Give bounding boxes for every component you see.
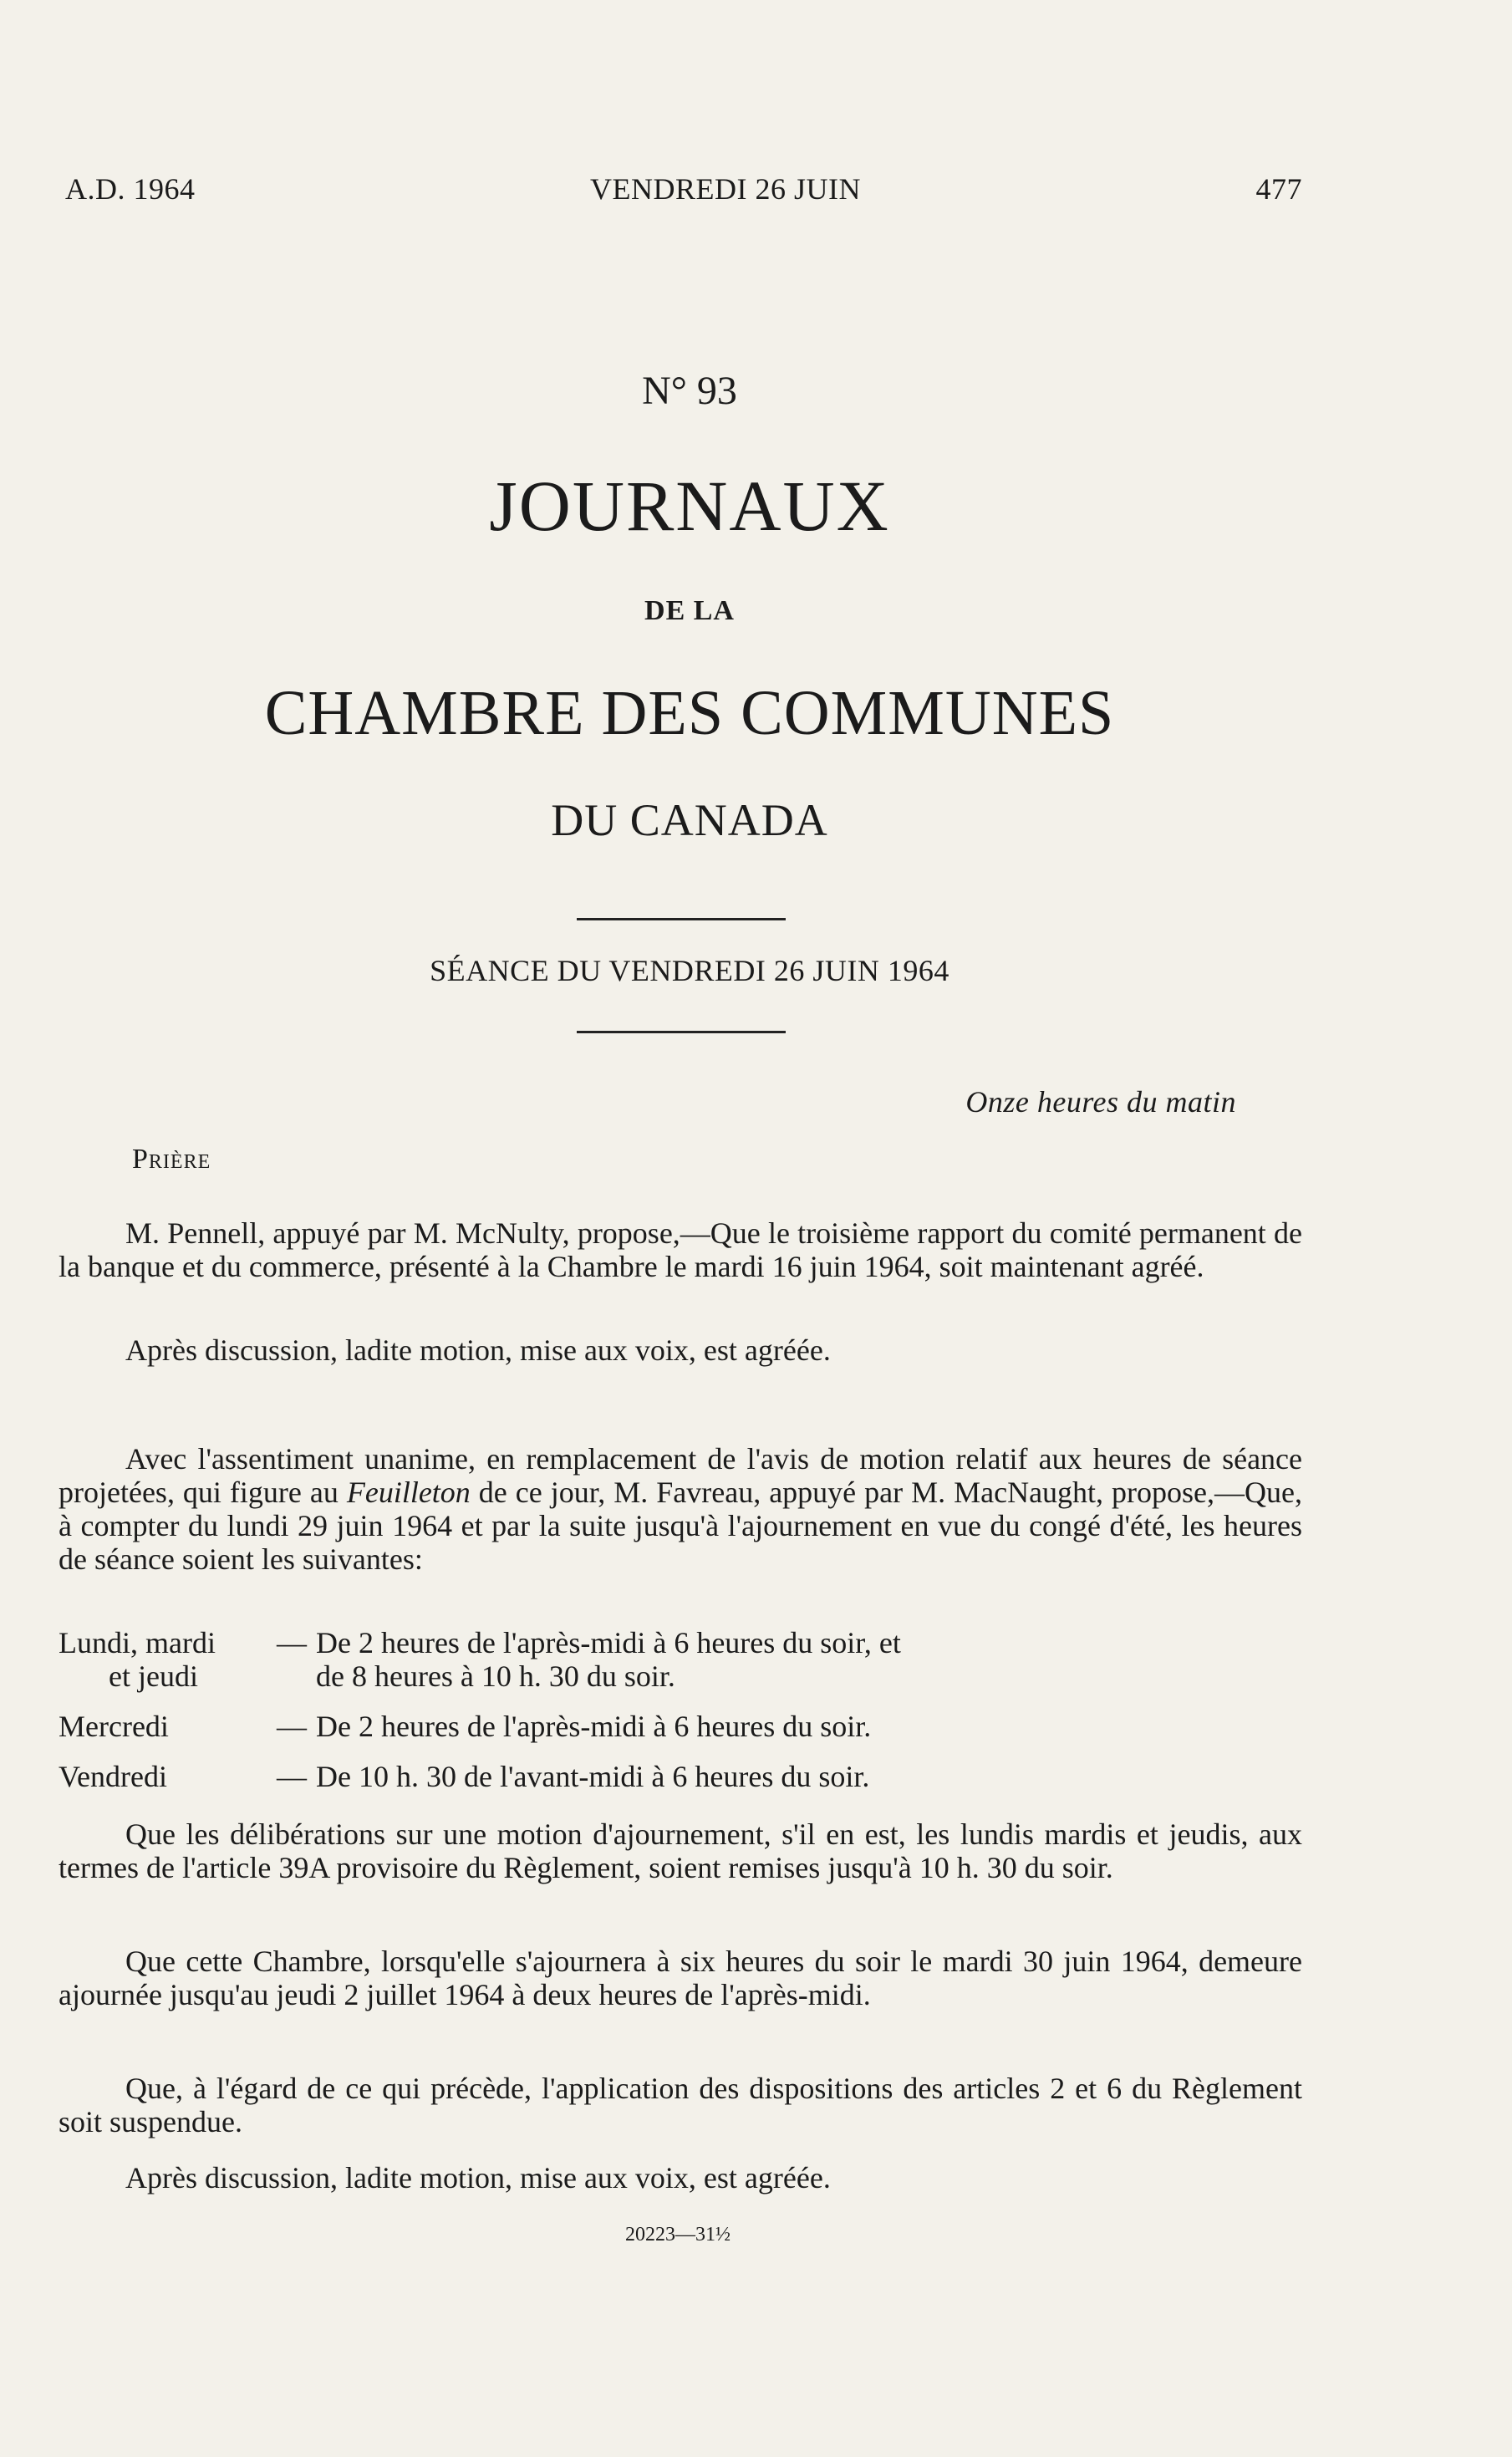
paragraph-text: Après discussion, ladite motion, mise aux voix, est agréée. <box>125 2161 831 2194</box>
paragraph-motion-report <box>59 1216 1302 1283</box>
schedule-days <box>59 1626 267 1693</box>
schedule-hours-line: de 8 heures à 10 h. 30 du soir. <box>316 1659 675 1693</box>
prayer-heading: Prière <box>132 1144 211 1175</box>
divider-bottom <box>577 1031 786 1033</box>
paragraph-suspension <box>59 2072 1302 2138</box>
schedule-day-line: Lundi, mardi <box>59 1626 216 1659</box>
divider-top <box>577 918 786 920</box>
schedule-dash: — <box>277 1626 307 1659</box>
schedule-hours: De 10 h. 30 de l'avant-midi à 6 heures du soir. <box>316 1760 870 1793</box>
schedule-row-wednesday <box>59 1710 1229 1743</box>
schedule-dash: — <box>277 1760 307 1793</box>
journal-title: JOURNAUX <box>489 466 890 546</box>
paragraph-text: Que cette Chambre, lorsqu'elle s'ajournera à six heures du soir le mardi 30 juin 1964, demeure ajournée jusqu'au jeudi 2 juillet 1964 à deux heures de l'après-midi. <box>59 1945 1302 2011</box>
header-date: VENDREDI 26 JUIN <box>590 172 861 206</box>
paragraph-sitting-hours-motion <box>59 1442 1302 1576</box>
paragraph-text: M. Pennell, appuyé par M. McNulty, propose,—Que le troisième rapport du comité permanent de la banque et du commerce, présenté à la Chambre le mardi 16 juin 1964, soit maintenant agréé. <box>59 1216 1302 1283</box>
issue-number: N° 93 <box>642 369 737 413</box>
country-title: DU CANADA <box>551 795 828 845</box>
title-connector: DE LA <box>644 595 735 626</box>
schedule-row-monday <box>59 1626 1229 1693</box>
schedule-row-friday <box>59 1760 1229 1793</box>
schedule-hours: De 2 heures de l'après-midi à 6 heures du soir. <box>316 1710 872 1743</box>
paragraph-adjournment-debates <box>59 1817 1302 1884</box>
header-year: A.D. 1964 <box>65 172 196 206</box>
schedule-day-line: et jeudi <box>109 1659 198 1693</box>
paragraph-text-before: Avec l'assentiment unanime, en remplacement de l'avis de motion relatif aux heures de séance projetées, qui figure au <box>59 1442 1302 1509</box>
schedule-hours-line: De 2 heures de l'après-midi à 6 heures du soir, et <box>316 1626 901 1659</box>
schedule-dash: — <box>277 1710 307 1743</box>
schedule-hours <box>316 1626 1229 1693</box>
schedule-days: Vendredi <box>59 1760 167 1793</box>
feuilleton-term: Feuilleton <box>346 1476 471 1509</box>
paragraph-text: Que les délibérations sur une motion d'ajournement, s'il en est, les lundis mardis et jeudis, aux termes de l'article 39A provisoire du Règlement, soient remises jusqu'à 10 h. 30 du soir. <box>59 1817 1302 1884</box>
sitting-schedule <box>59 1626 1229 1810</box>
paragraph-agreed-2 <box>59 2161 1302 2194</box>
paragraph-text: Que, à l'égard de ce qui précède, l'application des dispositions des articles 2 et 6 du Règlement soit suspendue. <box>59 2072 1302 2138</box>
paragraph-agreed-1 <box>59 1333 1302 1367</box>
paragraph-text-after: de ce jour, M. Favreau, appuyé par M. MacNaught, propose,—Que, à compter du lundi 29 juin 1964 et par la suite jusqu'à l'ajournement en vue du congé d'été, les heures de séance soient les suivantes: <box>59 1476 1302 1576</box>
header-page-number: 477 <box>1255 172 1302 206</box>
print-signature: 20223—31½ <box>625 2224 731 2245</box>
paragraph-text: Après discussion, ladite motion, mise aux voix, est agréée. <box>125 1333 831 1367</box>
paragraph-adjournment-date <box>59 1945 1302 2011</box>
sitting-time: Onze heures du matin <box>965 1085 1236 1119</box>
schedule-days: Mercredi <box>59 1710 169 1743</box>
sitting-title: SÉANCE DU VENDREDI 26 JUIN 1964 <box>430 954 949 987</box>
running-header <box>65 171 1302 206</box>
chamber-title: CHAMBRE DES COMMUNES <box>264 678 1115 748</box>
